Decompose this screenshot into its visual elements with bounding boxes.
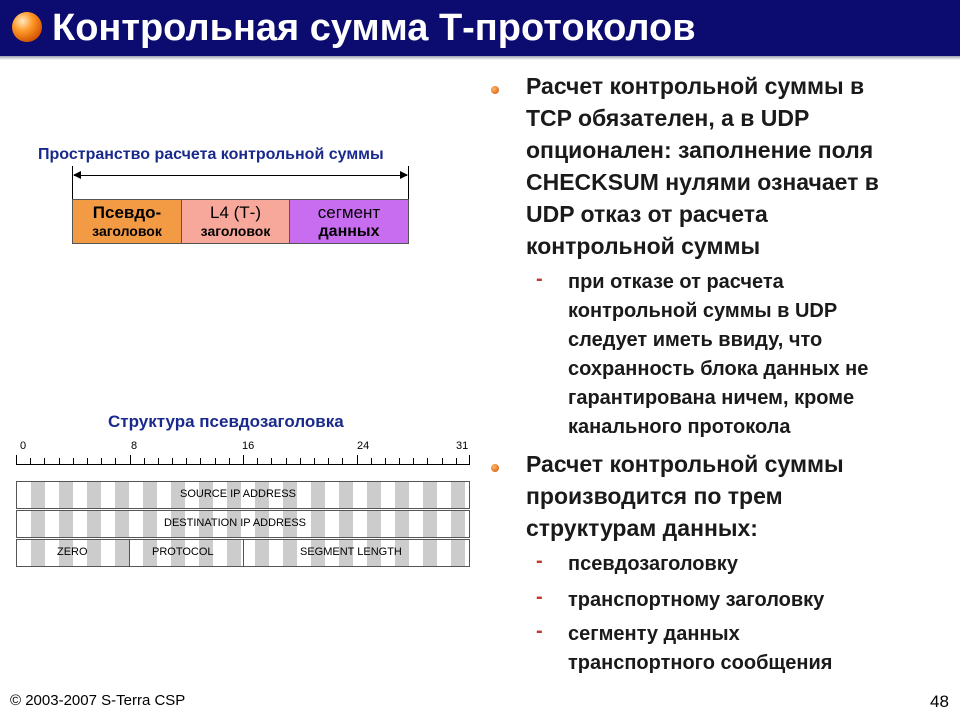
sub-bullet-1-line-2: контрольной суммы в UDP bbox=[568, 300, 838, 322]
data-segment-block bbox=[289, 199, 409, 244]
ruler-tick bbox=[186, 458, 187, 465]
data-segment-label: сегмент bbox=[317, 203, 381, 222]
ruler-tick bbox=[328, 458, 329, 465]
sub-bullet-3-text: транспортному заголовку bbox=[568, 589, 825, 611]
arrow-right-icon bbox=[400, 171, 408, 179]
bullet-1-line-4: CHECKSUM нулями означает в bbox=[526, 169, 879, 195]
ruler-tick bbox=[101, 458, 102, 465]
ruler-tick bbox=[172, 458, 173, 465]
ruler-tick bbox=[413, 458, 414, 465]
slide-title: Контрольная сумма Т-протоколов bbox=[52, 7, 696, 49]
ruler-label-0: 0 bbox=[20, 440, 27, 452]
span-right-tick bbox=[408, 166, 409, 199]
ruler-tick bbox=[385, 458, 386, 465]
bullet-1-line-6: контрольной суммы bbox=[526, 233, 761, 259]
sub-bullet-1-line-4: сохранность блока данных не bbox=[568, 358, 869, 380]
copyright-footer: © 2003-2007 S-Terra CSP bbox=[10, 692, 186, 709]
arrow-left-icon bbox=[73, 171, 81, 179]
ruler-tick bbox=[456, 458, 457, 465]
ruler-tick bbox=[87, 458, 88, 465]
zero-divider bbox=[129, 539, 130, 567]
ruler-tick bbox=[144, 458, 145, 465]
page-number: 48 bbox=[930, 692, 949, 711]
destination-ip-label: DESTINATION IP ADDRESS bbox=[164, 517, 307, 529]
ruler-tick bbox=[30, 458, 31, 465]
ruler-tick bbox=[200, 458, 201, 465]
sub-bullet-4-line-1: сегменту данных bbox=[568, 623, 740, 645]
source-ip-label: SOURCE IP ADDRESS bbox=[180, 488, 296, 500]
ruler-tick bbox=[16, 455, 17, 465]
segment-length-label: SEGMENT LENGTH bbox=[300, 546, 402, 558]
ruler-tick bbox=[130, 455, 131, 465]
ruler-label-16: 16 bbox=[242, 440, 255, 452]
ruler-tick bbox=[342, 458, 343, 465]
span-arrow-line bbox=[74, 175, 407, 176]
sub-bullet-2-text: псевдозаголовку bbox=[568, 553, 738, 575]
bullet-2-line-3: структурам данных: bbox=[526, 515, 758, 541]
ruler-tick bbox=[442, 458, 443, 465]
bullet-1-line-5: UDP отказ от расчета bbox=[526, 201, 768, 227]
ruler-tick bbox=[158, 458, 159, 465]
ruler-tick bbox=[286, 458, 287, 465]
protocol-divider bbox=[243, 539, 244, 567]
sub-bullet-2-dash: - bbox=[536, 550, 543, 572]
ruler-tick bbox=[243, 455, 244, 465]
ruler-tick bbox=[357, 455, 358, 465]
bullet-2-line-1: Расчет контрольной суммы bbox=[526, 451, 844, 477]
bullet-1-line-2: TCP обязателен, а в UDP bbox=[526, 105, 810, 131]
title-shadow bbox=[0, 56, 960, 60]
data-segment-sublabel: данных bbox=[318, 223, 380, 240]
sub-bullet-1-line-3: следует иметь ввиду, что bbox=[568, 329, 823, 351]
bullet-2-icon bbox=[491, 464, 499, 472]
ruler-tick bbox=[314, 458, 315, 465]
ruler-tick bbox=[257, 458, 258, 465]
ruler-tick bbox=[59, 458, 60, 465]
sub-bullet-1-line-1: при отказе от расчета bbox=[568, 271, 784, 293]
sub-bullet-1-dash: - bbox=[536, 268, 543, 290]
ruler-label-8: 8 bbox=[131, 440, 138, 452]
sub-bullet-1-line-5: гарантирована ничем, кроме bbox=[568, 387, 855, 409]
pseudo-header-block bbox=[72, 199, 182, 244]
l4-header-block bbox=[181, 199, 290, 244]
ruler-tick bbox=[271, 458, 272, 465]
ruler-tick bbox=[371, 458, 372, 465]
sub-bullet-4-dash: - bbox=[536, 620, 543, 642]
zero-label: ZERO bbox=[57, 546, 88, 558]
ruler-tick bbox=[73, 458, 74, 465]
pseudo-header-sublabel: заголовок bbox=[92, 223, 162, 239]
title-bullet-icon bbox=[12, 12, 42, 42]
checksum-space-title: Пространство расчета контрольной суммы bbox=[38, 146, 384, 163]
ruler-tick bbox=[229, 458, 230, 465]
bullet-1-icon bbox=[491, 86, 499, 94]
l4-header-sublabel: заголовок bbox=[200, 223, 271, 239]
ruler-tick bbox=[115, 458, 116, 465]
sub-bullet-3-dash: - bbox=[536, 586, 543, 608]
ruler-tick bbox=[44, 458, 45, 465]
protocol-label: PROTOCOL bbox=[152, 546, 214, 558]
ruler-tick bbox=[399, 458, 400, 465]
pseudo-header-label: Псевдо- bbox=[92, 203, 162, 222]
bullet-2-line-2: производится по трем bbox=[526, 483, 783, 509]
ruler-tick bbox=[300, 458, 301, 465]
l4-header-label: L4 (Т-) bbox=[210, 203, 261, 222]
ruler-tick bbox=[427, 458, 428, 465]
bullet-1-line-3: опционален: заполнение поля bbox=[526, 137, 874, 163]
ruler-tick bbox=[469, 455, 470, 465]
pseudo-header-structure-title: Структура псевдозаголовка bbox=[108, 412, 344, 431]
sub-bullet-4-line-2: транспортного сообщения bbox=[568, 652, 833, 674]
sub-bullet-1-line-6: канального протокола bbox=[568, 416, 791, 438]
ruler-label-31: 31 bbox=[456, 440, 469, 452]
bullet-1-line-1: Расчет контрольной суммы в bbox=[526, 73, 865, 99]
ruler-tick bbox=[215, 458, 216, 465]
ruler-label-24: 24 bbox=[357, 440, 370, 452]
